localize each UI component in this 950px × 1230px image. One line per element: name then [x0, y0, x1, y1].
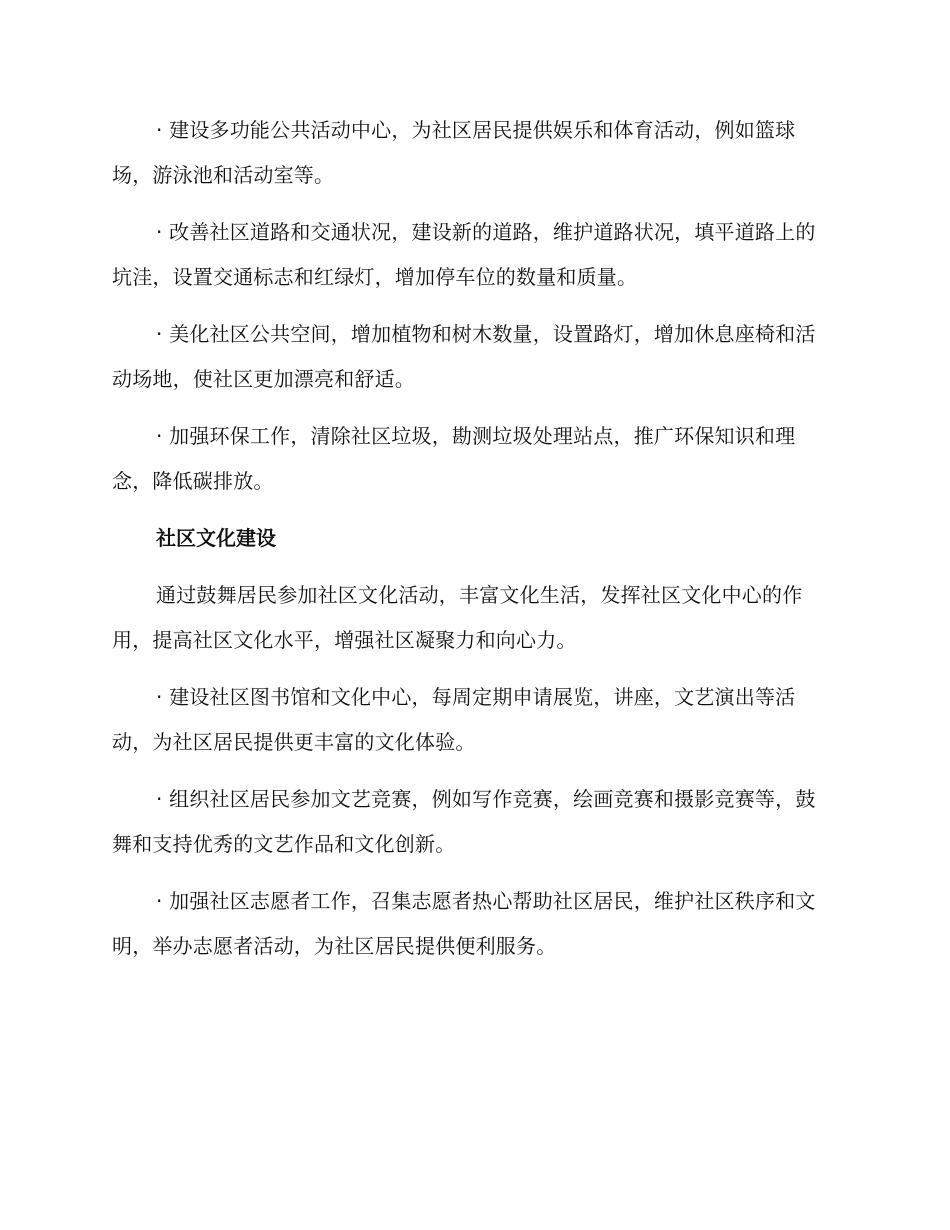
bullet-paragraph-activity-center: · 建设多功能公共活动中心，为社区居民提供娱乐和体育活动，例如篮球场，游泳池和活动室等。: [112, 118, 796, 187]
section-heading: 社区文化建设: [156, 526, 276, 550]
bullet-paragraph-roads-traffic: · 改善社区道路和交通状况，建设新的道路，维护道路状况，填平道路上的坑洼，设置交通标志和红绿灯，增加停车位的数量和质量。: [112, 220, 816, 289]
bullet-paragraph-public-space: · 美化社区公共空间，增加植物和树木数量，设置路灯，增加休息座椅和活动场地，使社区更加漂亮和舒适。: [112, 322, 816, 391]
bullet-paragraph-volunteers: · 加强社区志愿者工作，召集志愿者热心帮助社区居民，维护社区秩序和文明，举办志愿者活动，为社区居民提供便利服务。: [112, 889, 816, 958]
bullet-paragraph-environment: · 加强环保工作，清除社区垃圾，勘测垃圾处理站点，推广环保知识和理念，降低碳排放。: [112, 424, 796, 493]
document-page: [112, 108, 830, 981]
section-intro-paragraph: 通过鼓舞居民参加社区文化活动，丰富文化生活，发挥社区文化中心的作用，提高社区文化水平，增强社区凝聚力和向心力。: [112, 583, 803, 652]
bullet-paragraph-art-competition: · 组织社区居民参加文艺竞赛，例如写作竞赛，绘画竞赛和摄影竞赛等，鼓舞和支持优秀的文艺作品和文化创新。: [112, 787, 816, 856]
bullet-paragraph-library: · 建设社区图书馆和文化中心，每周定期申请展览，讲座，文艺演出等活动，为社区居民提供更丰富的文化体验。: [112, 685, 796, 754]
